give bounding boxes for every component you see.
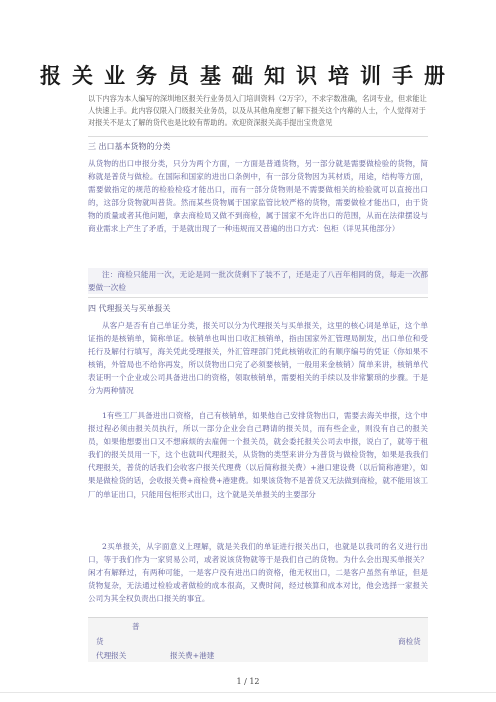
intro-paragraph <box>88 93 428 130</box>
section-4-paragraph-1: 从客户是否有自己单证分类，报关可以分为代理报关与买单报关，这里的核心词是单证，这个单证指的是核销单，简称单证。核销单也叫出口收汇核销单，指由国家外汇管理局制发，出口单位和受托行及解付行填写，海关凭此受理报关，外汇管理部门凭此核销收汇的有顺序编号的凭证（你如果不核销，外管局也不给你再发，所以货物出口完了必须要核销，一般用来金核销）简单来讲，核销单代表证明一个企业或公司具备进出口的资格，领取核销单，需要相关的手续以及非常繁琐的步骤。于是分为两种情况 <box>88 321 428 396</box>
page-title: 报关业务员基础知识培训手册 <box>40 63 456 88</box>
table-cell: 报关费+港建 <box>170 651 215 660</box>
intro-text: 以下内容为本人编写的深圳地区报关行业务员入门培训资料（2万字），不求字数准确，名词专业，但求能让人快速上手。此内容仅限入门级报关业务员，以及从其他角度想了解下报关这个内幕的人士，个人觉得对于对报关不是太了解的货代也是比较有帮助的。欢迎资深报关高手提出宝贵意见 <box>88 94 427 128</box>
page-number: 1 / 12 <box>236 677 260 686</box>
section-3-note: 注：商检只能用一次，无论是同一批次货剩下了装不了，还是走了八百年相同的货，每走一次都要做一次检 <box>88 268 428 294</box>
table-header-cell: 商检货 <box>398 637 421 646</box>
section-4-paragraph-3: 2买单报关，从字面意义上理解，就是关我们的单证进行报关出口，也就是以我司的名义进行出口，等于我们作为一家贸易公司，或者说该货物就等于是我们自己的货物。为什么会出现买单报关？闲才有解释过，有两种可能，一是客户没有进出口的资格，他无权出口，二是客户虽然有单证，但是货物复杂，无法通过检验或者做检的成本很高，又费时间，经过核算和成本对比，他会选择一家报关公司为其全权负责出口报关的事宜。 <box>88 542 428 604</box>
page-divider <box>0 692 496 693</box>
section-4-paragraph-2: 1有些工厂具备进出口资格，自己有核销单，如果他自己安排货物出口，需要去海关申报，这个申报过程必须由报关员执行，所以一部分企业会自己聘请的报关员，而有些企业，则没有自己的报关员，如果他想要出口又不想麻烦的去雇佣一个报关员，就会委托报关公司去申报，说白了，就等于租我们的报关员用一下，这个也就叫代理报关，从货物的类型来讲分为普货与做检货物，如果是我我们代理报关，普货的话我们会收客户报关代理费（以后简称报关费）+港口建设费（以后简称港建），如果是做检货的话，会收报关费+商检费+港建费。如果该货物不是普货又无法做到商检，就不能用该工厂的单证出口，只能用包柜形式出口，这个就是关单报关的主要部分 <box>88 411 428 499</box>
section-3-heading: 三 出口基本货物的分类 <box>88 142 171 151</box>
divider <box>88 297 428 298</box>
section-3-paragraph: 从货物的出口申报分类，只分为两个方面，一方面是普通货物，另一部分就是需要做检验的货物，简称就是普货与做检。在国际和国家的进出口条例中，有一部分货物因为其材质，用途，结构等方面，需要做指定的规范的检验检疫才能出口，而有一部分货物则是不需要做相关的检验就可以直接出口的，这部分货物就叫普货。然而某些货物属于国家监管比较严格的货物，需要做检才能出口，由于货物的质量或者其他问题，拿去商检局又做不到商检，属于国家不允许出口的范围，从而在法律摆设与商业需求上产生了矛盾，于是就出现了一种违规而又普遍的出口方式：包柜（详见其他部分） <box>88 159 428 234</box>
table-header-cell: 货 <box>96 637 104 646</box>
divider <box>88 136 428 137</box>
section-4-heading: 四 代理报关与买单报关 <box>88 304 171 313</box>
fee-table <box>88 617 428 662</box>
table-row-label: 代理报关 <box>96 651 127 660</box>
table-header-cell: 普 <box>132 622 140 631</box>
